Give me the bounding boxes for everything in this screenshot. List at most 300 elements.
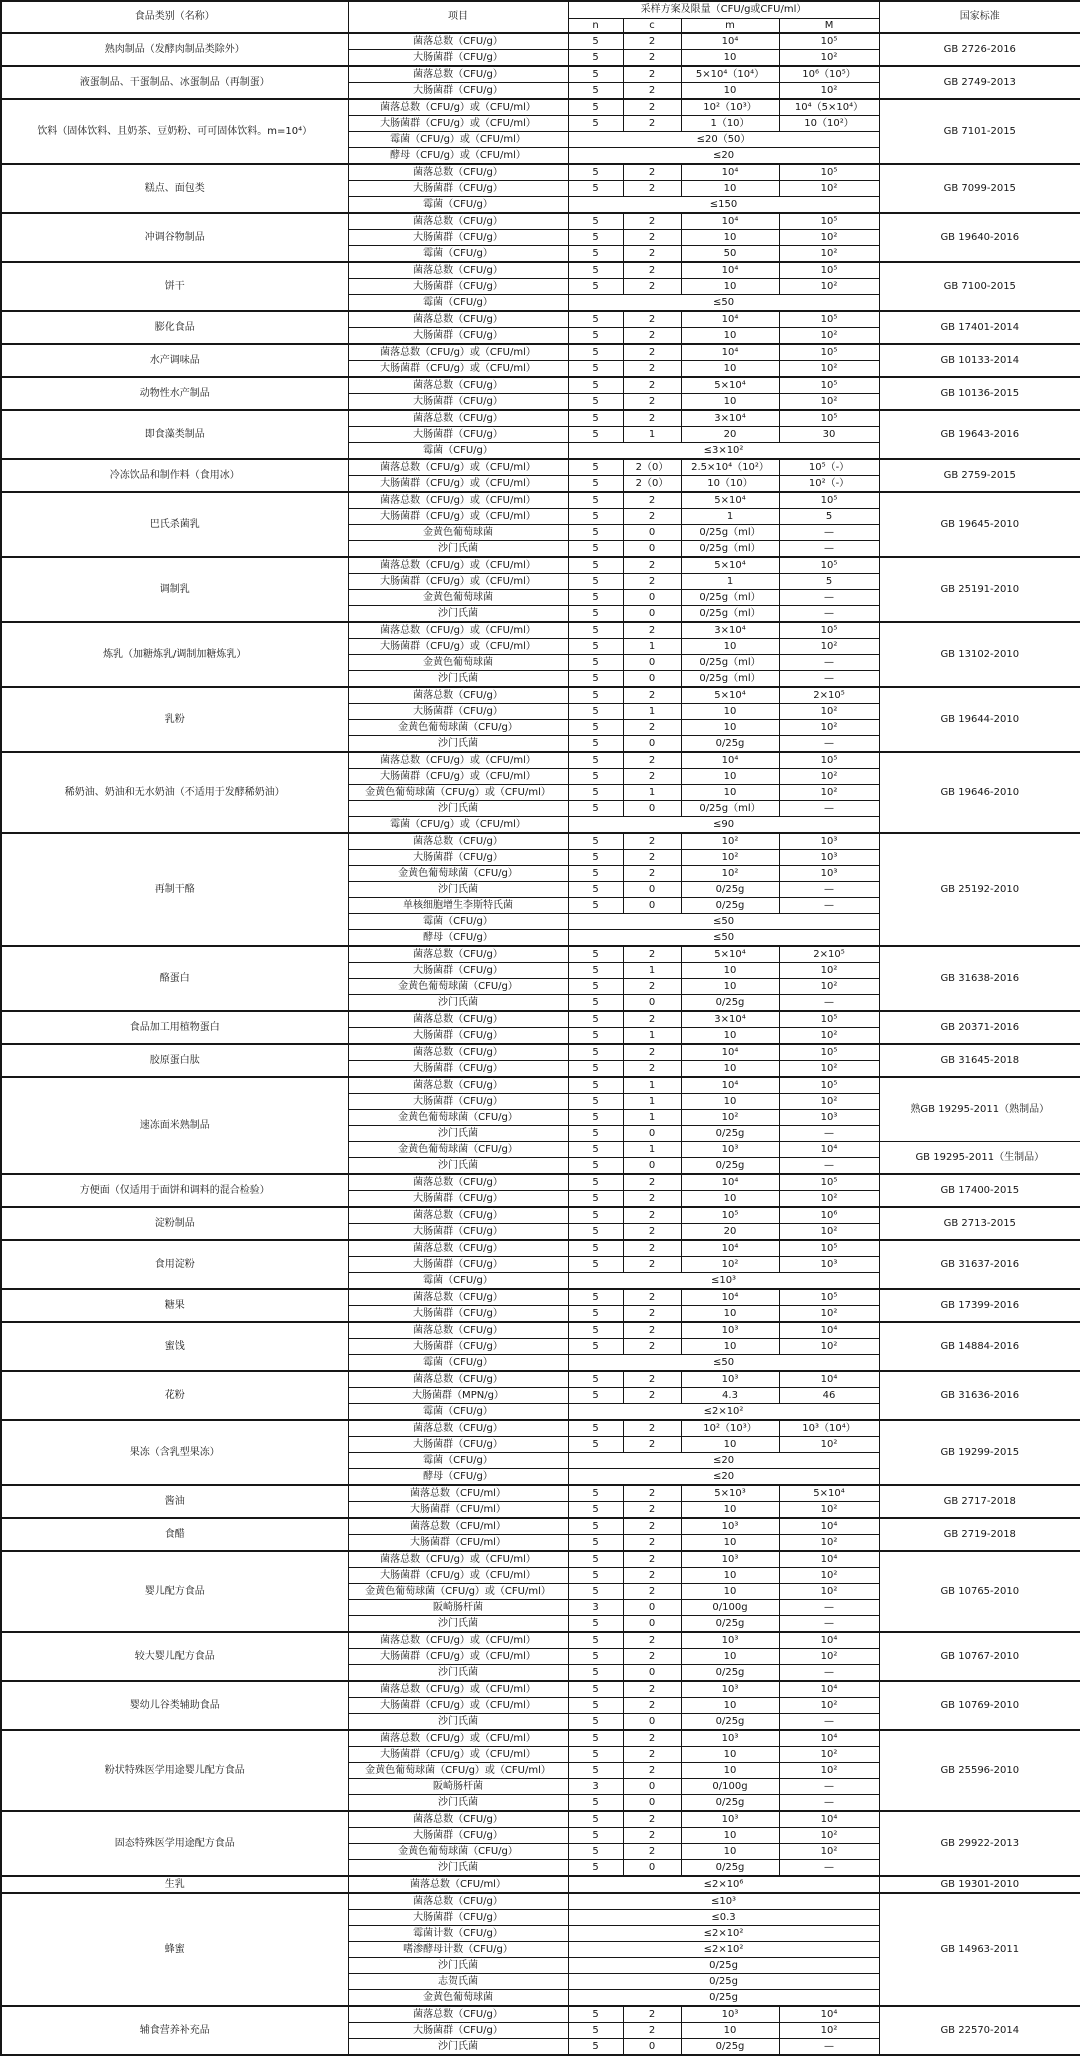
table-row <box>1 1044 1080 1061</box>
item-cell: 霉菌（CFU/g） <box>348 295 568 312</box>
c-cell: 2 <box>623 492 681 509</box>
M-cell: 10³ <box>779 866 879 882</box>
item-cell: 沙门氏菌 <box>348 882 568 898</box>
M-cell: 10⁴ <box>779 1811 879 1828</box>
m-cell: 0/25g <box>681 1860 779 1877</box>
m-cell: 5×10⁴ <box>681 687 779 704</box>
n-cell: 5 <box>568 377 623 394</box>
item-cell: 大肠菌群（CFU/g） <box>348 328 568 345</box>
item-cell: 菌落总数（CFU/g） <box>348 1044 568 1061</box>
n-cell: 5 <box>568 1339 623 1355</box>
M-cell: — <box>779 590 879 606</box>
item-cell: 霉菌（CFU/g） <box>348 1273 568 1290</box>
n-cell: 5 <box>568 1747 623 1763</box>
M-cell: 10² <box>779 361 879 378</box>
M-cell: 10² <box>779 1094 879 1110</box>
table-row <box>1 1289 1080 1306</box>
standard-cell: GB 2713-2015 <box>879 1207 1080 1240</box>
item-cell: 菌落总数（CFU/g） <box>348 1289 568 1306</box>
n-cell: 5 <box>568 1110 623 1126</box>
m-cell: 3×10⁴ <box>681 1011 779 1028</box>
c-cell: 2 <box>623 850 681 866</box>
standard-cell: GB 2717-2018 <box>879 1485 1080 1518</box>
c-cell: 2 <box>623 946 681 963</box>
M-cell: — <box>779 882 879 898</box>
food-category-cell: 蜂蜜 <box>1 1893 348 2006</box>
item-cell: 单核细胞增生李斯特氏菌 <box>348 898 568 914</box>
M-cell: — <box>779 1860 879 1877</box>
standard-cell: GB 19643-2016 <box>879 410 1080 459</box>
item-cell: 阪崎肠杆菌 <box>348 1600 568 1616</box>
n-cell: 5 <box>568 1551 623 1568</box>
M-cell: 10² <box>779 1649 879 1665</box>
n-cell: 5 <box>568 1714 623 1731</box>
m-cell: 0/25g <box>681 736 779 753</box>
m-cell: 20 <box>681 427 779 443</box>
item-cell: 沙门氏菌 <box>348 606 568 623</box>
m-cell: 10 <box>681 639 779 655</box>
n-cell: 5 <box>568 752 623 769</box>
c-cell: 2 <box>623 1207 681 1224</box>
M-cell: 10⁵ <box>779 344 879 361</box>
n-cell: 5 <box>568 459 623 476</box>
m-cell: 10³ <box>681 1142 779 1158</box>
table-row <box>1 1485 1080 1502</box>
item-cell: 大肠菌群（CFU/g） <box>348 1191 568 1208</box>
M-cell: — <box>779 1158 879 1175</box>
n-cell: 5 <box>568 1698 623 1714</box>
M-cell: — <box>779 995 879 1012</box>
food-category-cell: 方便面（仅适用于面饼和调料的混合检验） <box>1 1174 348 1207</box>
item-cell: 霉菌（CFU/g） <box>348 1453 568 1469</box>
item-cell: 霉菌（CFU/g） <box>348 443 568 460</box>
table-row <box>1 946 1080 963</box>
item-cell: 大肠菌群（CFU/g） <box>348 2023 568 2039</box>
m-cell: 1 <box>681 574 779 590</box>
m-cell: 10³ <box>681 1518 779 1535</box>
c-cell: 2 <box>623 720 681 736</box>
c-cell: 2 <box>623 622 681 639</box>
n-cell: 5 <box>568 1240 623 1257</box>
c-cell: 2 <box>623 279 681 295</box>
table-row <box>1 752 1080 769</box>
m-cell: 0/25g（ml） <box>681 671 779 688</box>
n-cell: 5 <box>568 606 623 623</box>
item-cell: 金黄色葡萄球菌（CFU/g）或（CFU/ml） <box>348 785 568 801</box>
M-cell: 10² <box>779 1828 879 1844</box>
n-cell: 5 <box>568 639 623 655</box>
n-cell: 5 <box>568 50 623 67</box>
n-cell: 5 <box>568 687 623 704</box>
M-cell: 10²（-） <box>779 476 879 493</box>
item-cell: 大肠菌群（CFU/g）或（CFU/ml） <box>348 1649 568 1665</box>
n-cell: 5 <box>568 1077 623 1094</box>
table-row <box>1 687 1080 704</box>
table-row <box>1 1240 1080 1257</box>
header-national-standard: 国家标准 <box>879 1 1080 33</box>
M-cell: 10³ <box>779 833 879 850</box>
item-cell: 霉菌计数（CFU/g） <box>348 1926 568 1942</box>
m-cell: 10⁴ <box>681 213 779 230</box>
m-cell: 10 <box>681 1698 779 1714</box>
c-cell: 2 <box>623 752 681 769</box>
c-cell: 0 <box>623 801 681 817</box>
food-category-cell: 动物性水产制品 <box>1 377 348 410</box>
n-cell: 5 <box>568 1860 623 1877</box>
c-cell: 2 <box>623 328 681 345</box>
n-cell: 5 <box>568 1730 623 1747</box>
M-cell: 10² <box>779 1339 879 1355</box>
item-cell: 大肠菌群（CFU/g） <box>348 1094 568 1110</box>
item-cell: 大肠菌群（CFU/g）或（CFU/ml） <box>348 1747 568 1763</box>
m-cell: 1（10） <box>681 116 779 132</box>
M-cell: 10² <box>779 720 879 736</box>
standard-cell: GB 13102-2010 <box>879 622 1080 687</box>
M-cell: 10² <box>779 1224 879 1241</box>
M-cell: 10² <box>779 181 879 197</box>
standard-cell: GB 31637-2016 <box>879 1240 1080 1289</box>
item-cell: 菌落总数（CFU/g）或（CFU/ml） <box>348 99 568 116</box>
c-cell: 2 <box>623 687 681 704</box>
header-m-small: m <box>681 19 779 34</box>
item-cell: 霉菌（CFU/g） <box>348 246 568 263</box>
n-cell: 5 <box>568 1420 623 1437</box>
m-cell: 5×10⁴ <box>681 377 779 394</box>
c-cell: 0 <box>623 882 681 898</box>
c-cell: 2 <box>623 1371 681 1388</box>
c-cell: 2 <box>623 2023 681 2039</box>
n-cell: 5 <box>568 833 623 850</box>
m-cell: 3×10⁴ <box>681 622 779 639</box>
header-m-big: M <box>779 19 879 34</box>
m-cell: 0/25g（ml） <box>681 655 779 671</box>
M-cell: 10² <box>779 50 879 67</box>
n-cell: 3 <box>568 1600 623 1616</box>
item-cell: 沙门氏菌 <box>348 1795 568 1812</box>
item-cell: 志贺氏菌 <box>348 1974 568 1990</box>
c-cell: 2 <box>623 1551 681 1568</box>
m-cell: 0/25g <box>681 1714 779 1731</box>
n-cell: 5 <box>568 2023 623 2039</box>
table-row <box>1 833 1080 850</box>
standard-cell: GB 19644-2010 <box>879 687 1080 752</box>
n-cell: 5 <box>568 1322 623 1339</box>
item-cell: 菌落总数（CFU/g）或（CFU/ml） <box>348 344 568 361</box>
M-cell: 10⁵ <box>779 492 879 509</box>
standard-cell: GB 19640-2016 <box>879 213 1080 262</box>
item-cell: 金黄色葡萄球菌 <box>348 1990 568 2007</box>
food-category-cell: 固态特殊医学用途配方食品 <box>1 1811 348 1876</box>
n-cell: 5 <box>568 866 623 882</box>
table-row <box>1 1876 1080 1893</box>
item-cell: 菌落总数（CFU/g） <box>348 2006 568 2023</box>
table-row <box>1 1174 1080 1191</box>
c-cell: 1 <box>623 639 681 655</box>
food-category-cell: 液蛋制品、干蛋制品、冰蛋制品（再制蛋） <box>1 66 348 99</box>
c-cell: 2 <box>623 1191 681 1208</box>
c-cell: 0 <box>623 1795 681 1812</box>
m-cell: 10 <box>681 1844 779 1860</box>
item-cell: 嗜渗酵母计数（CFU/g） <box>348 1942 568 1958</box>
limit-merged-cell: ≤0.3 <box>568 1910 879 1926</box>
item-cell: 沙门氏菌 <box>348 1126 568 1142</box>
food-category-cell: 再制干酪 <box>1 833 348 946</box>
standard-cell: GB 25191-2010 <box>879 557 1080 622</box>
c-cell: 2 <box>623 361 681 378</box>
M-cell: 5×10⁴ <box>779 1485 879 1502</box>
c-cell: 2 <box>623 1502 681 1519</box>
m-cell: 10³ <box>681 1730 779 1747</box>
c-cell: 1 <box>623 1028 681 1045</box>
item-cell: 沙门氏菌 <box>348 1860 568 1877</box>
item-cell: 大肠菌群（CFU/g） <box>348 1437 568 1453</box>
n-cell: 5 <box>568 213 623 230</box>
M-cell: 10² <box>779 1061 879 1078</box>
M-cell: 10⁵ <box>779 1174 879 1191</box>
c-cell: 1 <box>623 1142 681 1158</box>
item-cell: 大肠菌群（CFU/g）或（CFU/ml） <box>348 509 568 525</box>
m-cell: 10 <box>681 1649 779 1665</box>
M-cell: 10⁵ <box>779 377 879 394</box>
n-cell: 5 <box>568 1584 623 1600</box>
item-cell: 大肠菌群（CFU/g）或（CFU/ml） <box>348 1568 568 1584</box>
item-cell: 大肠菌群（CFU/g） <box>348 963 568 979</box>
c-cell: 2 <box>623 979 681 995</box>
table-row <box>1 344 1080 361</box>
food-category-cell: 水产调味品 <box>1 344 348 377</box>
food-category-cell: 冷冻饮品和制作料（食用冰） <box>1 459 348 492</box>
c-cell: 1 <box>623 1110 681 1126</box>
food-category-cell: 糕点、面包类 <box>1 164 348 213</box>
n-cell: 5 <box>568 99 623 116</box>
food-category-cell: 食用淀粉 <box>1 1240 348 1289</box>
M-cell: — <box>779 1714 879 1731</box>
m-cell: 0/25g <box>681 1616 779 1633</box>
item-cell: 菌落总数（CFU/g）或（CFU/ml） <box>348 1632 568 1649</box>
item-cell: 菌落总数（CFU/g） <box>348 946 568 963</box>
m-cell: 10³ <box>681 1322 779 1339</box>
standard-cell: GB 2726-2016 <box>879 33 1080 66</box>
c-cell: 2 <box>623 1485 681 1502</box>
M-cell: 10² <box>779 785 879 801</box>
n-cell: 5 <box>568 33 623 50</box>
n-cell: 5 <box>568 1061 623 1078</box>
c-cell: 2 <box>623 66 681 83</box>
M-cell: 10² <box>779 1763 879 1779</box>
n-cell: 5 <box>568 2039 623 2056</box>
standard-cell: GB 10133-2014 <box>879 344 1080 377</box>
table-row <box>1 66 1080 83</box>
m-cell: 10² <box>681 1257 779 1273</box>
c-cell: 0 <box>623 1779 681 1795</box>
item-cell: 大肠菌群（CFU/g） <box>348 181 568 197</box>
c-cell: 2 <box>623 1061 681 1078</box>
c-cell: 2 <box>623 1698 681 1714</box>
table-row <box>1 459 1080 476</box>
m-cell: 20 <box>681 1224 779 1241</box>
M-cell: — <box>779 898 879 914</box>
c-cell: 2 <box>623 1437 681 1453</box>
m-cell: 10³ <box>681 1681 779 1698</box>
food-category-cell: 酪蛋白 <box>1 946 348 1011</box>
limit-merged-cell: ≤2×10² <box>568 1942 879 1958</box>
n-cell: 5 <box>568 410 623 427</box>
item-cell: 菌落总数（CFU/g）或（CFU/ml） <box>348 1551 568 1568</box>
M-cell: 10（10²） <box>779 116 879 132</box>
M-cell: 10⁵ <box>779 33 879 50</box>
n-cell: 5 <box>568 492 623 509</box>
item-cell: 菌落总数（CFU/g） <box>348 1811 568 1828</box>
m-cell: 10² <box>681 833 779 850</box>
standard-cell: GB 19299-2015 <box>879 1420 1080 1485</box>
m-cell: 4.3 <box>681 1388 779 1404</box>
header-item: 项目 <box>348 1 568 33</box>
M-cell: 10² <box>779 1028 879 1045</box>
item-cell: 菌落总数（CFU/g） <box>348 1420 568 1437</box>
standard-cell: GB 2749-2013 <box>879 66 1080 99</box>
n-cell: 5 <box>568 164 623 181</box>
m-cell: 0/25g（ml） <box>681 541 779 558</box>
c-cell: 2 <box>623 1730 681 1747</box>
M-cell: — <box>779 655 879 671</box>
food-category-cell: 辅食营养补充品 <box>1 2006 348 2055</box>
item-cell: 沙门氏菌 <box>348 1158 568 1175</box>
M-cell: — <box>779 541 879 558</box>
item-cell: 菌落总数（CFU/g） <box>348 1077 568 1094</box>
c-cell: 0 <box>623 1665 681 1682</box>
table-row <box>1 99 1080 116</box>
c-cell: 2 <box>623 1518 681 1535</box>
M-cell: — <box>779 736 879 753</box>
m-cell: 2.5×10⁴（10²） <box>681 459 779 476</box>
M-cell: 10⁵ <box>779 213 879 230</box>
item-cell: 菌落总数（CFU/g） <box>348 833 568 850</box>
c-cell: 2 <box>623 1632 681 1649</box>
standard-cell: GB 10136-2015 <box>879 377 1080 410</box>
c-cell: 2 <box>623 1420 681 1437</box>
c-cell: 2 <box>623 866 681 882</box>
item-cell: 霉菌（CFU/g） <box>348 1355 568 1372</box>
limit-merged-cell: ≤50 <box>568 1355 879 1372</box>
item-cell: 菌落总数（CFU/g） <box>348 164 568 181</box>
c-cell: 2 <box>623 1388 681 1404</box>
n-cell: 5 <box>568 1437 623 1453</box>
M-cell: 10⁵ <box>779 1289 879 1306</box>
item-cell: 大肠菌群（CFU/g） <box>348 1306 568 1323</box>
c-cell: 2（0） <box>623 459 681 476</box>
m-cell: 10⁴ <box>681 1044 779 1061</box>
item-cell: 大肠菌群（CFU/g） <box>348 83 568 100</box>
m-cell: 5×10⁴ <box>681 557 779 574</box>
table-row <box>1 1011 1080 1028</box>
limit-merged-cell: ≤2×10⁶ <box>568 1876 879 1893</box>
M-cell: 10⁴ <box>779 1142 879 1158</box>
food-category-cell: 速冻面米熟制品 <box>1 1077 348 1174</box>
item-cell: 菌落总数（CFU/g） <box>348 66 568 83</box>
c-cell: 2 <box>623 1011 681 1028</box>
m-cell: 0/100g <box>681 1779 779 1795</box>
table-row <box>1 1893 1080 1910</box>
n-cell: 5 <box>568 394 623 411</box>
item-cell: 菌落总数（CFU/ml） <box>348 1518 568 1535</box>
table-row <box>1 622 1080 639</box>
M-cell: — <box>779 1795 879 1812</box>
c-cell: 2 <box>623 1568 681 1584</box>
M-cell: 10⁵ <box>779 622 879 639</box>
m-cell: 10 <box>681 230 779 246</box>
n-cell: 5 <box>568 979 623 995</box>
c-cell: 2 <box>623 116 681 132</box>
standard-cell: GB 2719-2018 <box>879 1518 1080 1551</box>
c-cell: 2 <box>623 377 681 394</box>
M-cell: 10² <box>779 769 879 785</box>
food-category-cell: 即食藻类制品 <box>1 410 348 459</box>
c-cell: 2 <box>623 557 681 574</box>
table-header <box>1 1 1080 33</box>
m-cell: 10 <box>681 50 779 67</box>
item-cell: 菌落总数（CFU/g）或（CFU/ml） <box>348 557 568 574</box>
M-cell: 10⁴ <box>779 1681 879 1698</box>
table-body <box>1 33 1080 2055</box>
table-row <box>1 1371 1080 1388</box>
c-cell: 0 <box>623 898 681 914</box>
item-cell: 菌落总数（CFU/g） <box>348 1207 568 1224</box>
c-cell: 2 <box>623 1240 681 1257</box>
M-cell: 10² <box>779 83 879 100</box>
m-cell: 0/25g（ml） <box>681 801 779 817</box>
item-cell: 大肠菌群（CFU/g） <box>348 230 568 246</box>
m-cell: 10 <box>681 720 779 736</box>
food-category-cell: 乳粉 <box>1 687 348 752</box>
m-cell: 10⁴ <box>681 344 779 361</box>
c-cell: 2 <box>623 1257 681 1273</box>
M-cell: 10² <box>779 1191 879 1208</box>
standard-cell: GB 31638-2016 <box>879 946 1080 1011</box>
M-cell: 10⁴ <box>779 1371 879 1388</box>
n-cell: 5 <box>568 1681 623 1698</box>
item-cell: 大肠菌群（CFU/g） <box>348 1257 568 1273</box>
item-cell: 金黄色葡萄球菌（CFU/g）或（CFU/ml） <box>348 1763 568 1779</box>
table-row <box>1 213 1080 230</box>
m-cell: 10 <box>681 1306 779 1323</box>
c-cell: 0 <box>623 1714 681 1731</box>
c-cell: 2 <box>623 1763 681 1779</box>
food-category-cell: 蜜饯 <box>1 1322 348 1371</box>
item-cell: 菌落总数（CFU/g） <box>348 262 568 279</box>
M-cell: 10² <box>779 1306 879 1323</box>
c-cell: 1 <box>623 785 681 801</box>
food-category-cell: 巴氏杀菌乳 <box>1 492 348 557</box>
n-cell: 5 <box>568 1142 623 1158</box>
item-cell: 酵母（CFU/g） <box>348 1469 568 1486</box>
item-cell: 沙门氏菌 <box>348 736 568 753</box>
c-cell: 2 <box>623 769 681 785</box>
standard-cell: GB 31645-2018 <box>879 1044 1080 1077</box>
M-cell: — <box>779 1616 879 1633</box>
M-cell: 10⁵ <box>779 1044 879 1061</box>
item-cell: 大肠菌群（CFU/g） <box>348 1910 568 1926</box>
m-cell: 10 <box>681 769 779 785</box>
standard-cell: GB 7101-2015 <box>879 99 1080 164</box>
n-cell: 5 <box>568 1616 623 1633</box>
item-cell: 金黄色葡萄球菌（CFU/g） <box>348 866 568 882</box>
n-cell: 5 <box>568 344 623 361</box>
limit-merged-cell: ≤10³ <box>568 1893 879 1910</box>
item-cell: 大肠菌群（CFU/g） <box>348 394 568 411</box>
c-cell: 2 <box>623 181 681 197</box>
m-cell: 1 <box>681 509 779 525</box>
n-cell: 5 <box>568 246 623 263</box>
